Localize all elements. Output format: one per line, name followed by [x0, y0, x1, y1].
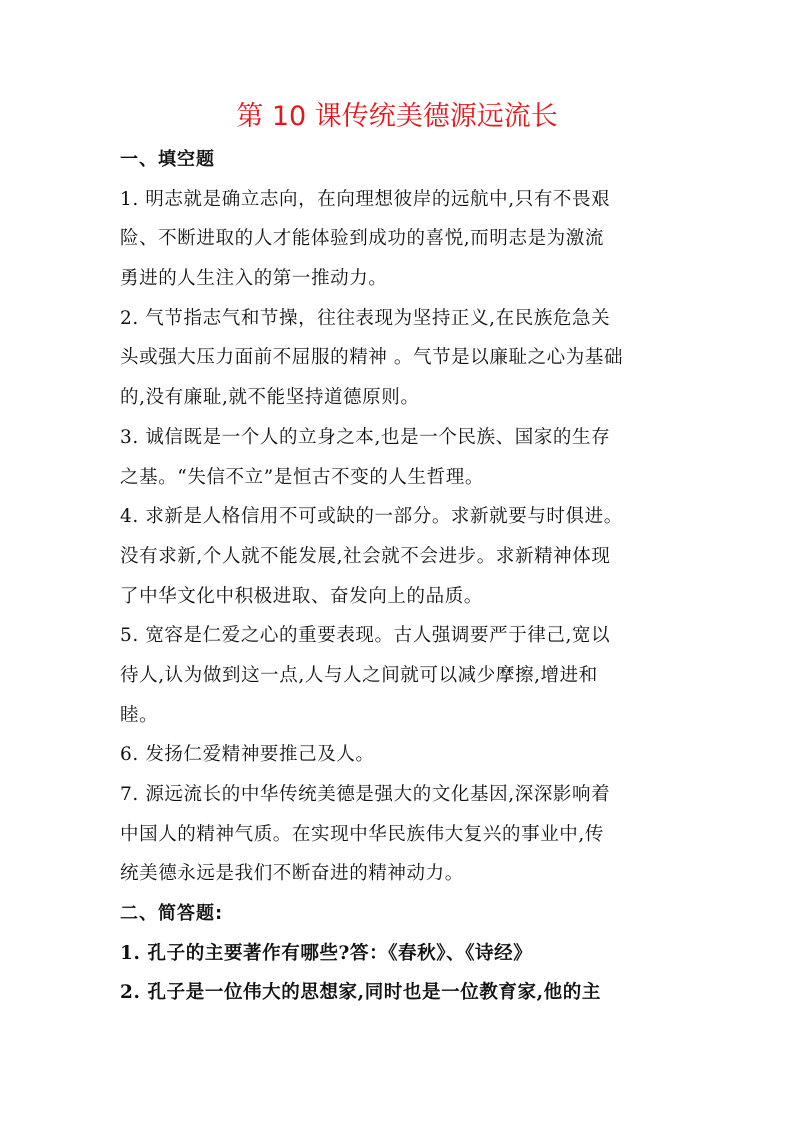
text-line: 中国人的精神气质。在实现中华民族伟大复兴的事业中,传: [120, 823, 604, 845]
text-line: 之基。“失信不立”是恒古不变的人生哲理。: [120, 466, 484, 488]
section-heading-short-answer: 二、简答题:: [120, 903, 224, 925]
text-line: 2. 气节指志气和节操，往往表现为坚持正义,在民族危急关: [120, 307, 611, 329]
question-line: 1. 孔子的主要著作有哪些?答：《春秋》、《诗经》: [120, 942, 533, 964]
text-line: 的,没有廉耻,就不能坚持道德原则。: [120, 387, 420, 409]
text-line: 7. 源远流长的中华传统美德是强大的文化基因,深深影响着: [120, 784, 611, 805]
text-line: 统美德永远是我们不断奋进的精神动力。: [120, 863, 464, 885]
page-title: 第 10 课传统美德源远流长: [236, 101, 558, 132]
text-line: 睦。: [120, 704, 159, 726]
text-line: 4. 求新是人格信用不可或缺的一部分。求新就要与时俱进。: [120, 506, 623, 528]
text-line: 待人,认为做到这一点,人与人之间就可以减少摩擦,增进和: [120, 664, 598, 686]
text-line: 3. 诚信既是一个人的立身之本,也是一个民族、国家的生存: [120, 426, 611, 448]
text-line: 5. 宽容是仁爱之心的重要表现。古人强调要严于律己,宽以: [120, 625, 611, 647]
text-line: 了中华文化中积极进取、奋发向上的品质。: [120, 585, 483, 607]
text-line: 头或强大压力面前不屈服的精神 。气节是以廉耻之心为基础: [120, 347, 624, 369]
section-heading-fill-in: 一、填空题: [120, 149, 215, 170]
document-body: [120, 140, 680, 1013]
text-line: 1. 明志就是确立志向，在向理想彼岸的远航中,只有不畏艰: [120, 188, 611, 210]
text-line: 6. 发扬仁爱精神要推己及人。: [120, 744, 375, 766]
text-line: 勇进的人生注入的第一推动力。: [120, 268, 388, 290]
text-line: 险、不断进取的人才能体验到成功的喜悦,而明志是为激流: [120, 228, 604, 250]
text-line: 没有求新,个人就不能发展,社会就不会进步。求新精神体现: [120, 545, 611, 567]
question-line: 2. 孔子是一位伟大的思想家,同时也是一位教育家,他的主: [120, 982, 601, 1004]
